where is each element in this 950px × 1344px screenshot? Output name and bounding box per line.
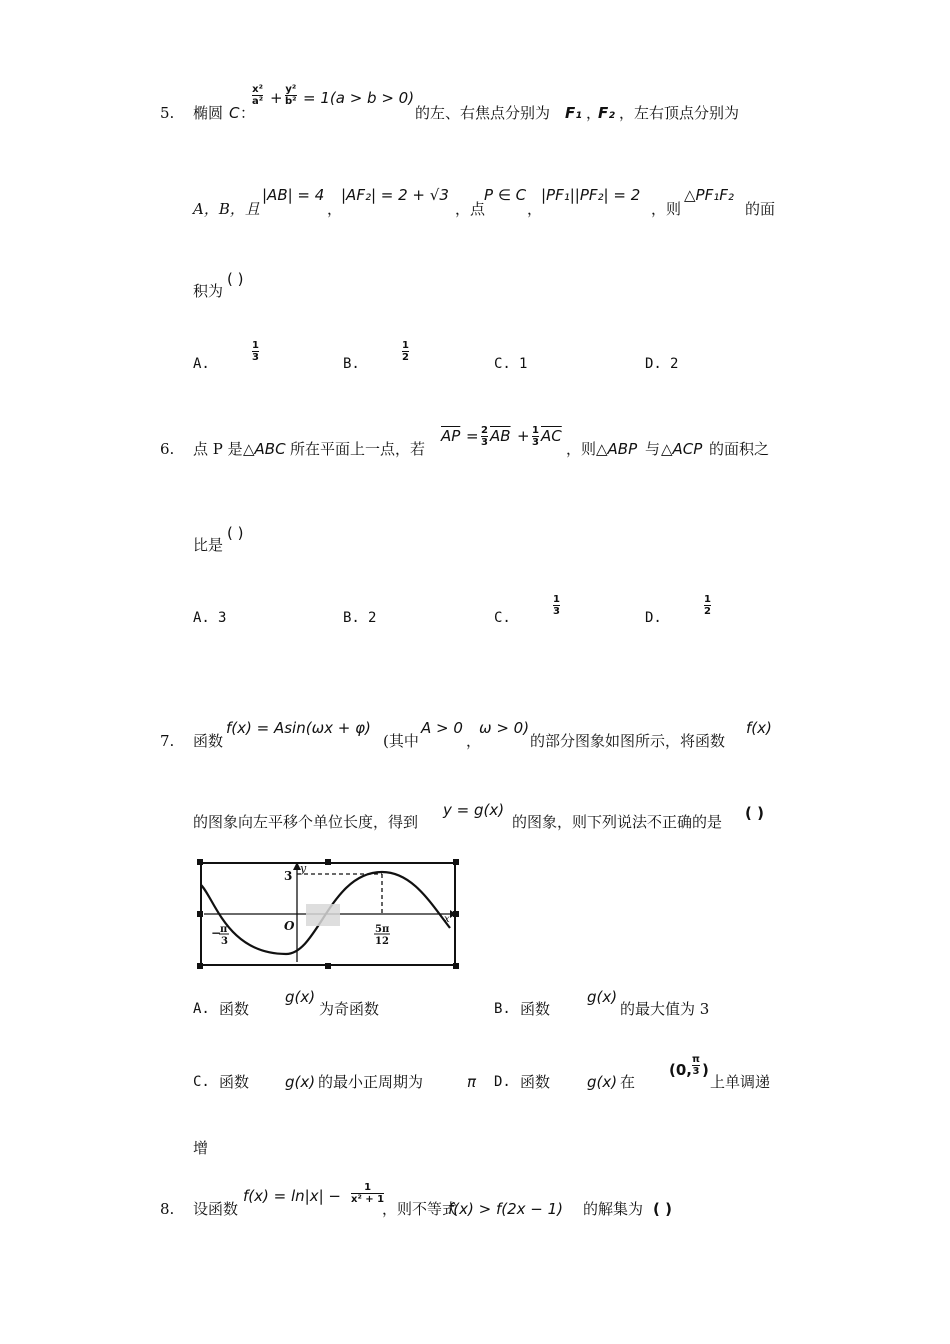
- math-text: f(x): [746, 719, 772, 737]
- math-text: |PF₁||PF₂| = 2: [541, 186, 641, 204]
- answer-paren: ( ): [653, 1200, 672, 1218]
- math-text: △ACP: [661, 440, 703, 458]
- option-d-letter: D.: [645, 356, 662, 372]
- question-text: 的部分图象如图所示，将函数: [530, 732, 726, 750]
- question-number: 8.: [160, 1200, 175, 1218]
- math-text: △ABC: [243, 440, 286, 458]
- math-text: △ABP: [596, 440, 638, 458]
- math-text: A > 0: [421, 719, 463, 737]
- math-text: F₁: [565, 104, 582, 122]
- option-c-frac: [553, 594, 560, 617]
- question-text: ，则: [651, 200, 682, 218]
- frac-numerator: π: [692, 1054, 700, 1065]
- question-text: ，则不等式: [382, 1200, 458, 1218]
- math-text: ω > 0): [479, 719, 530, 737]
- blurred-mark: [306, 904, 340, 926]
- x-axis-label: x: [444, 914, 450, 925]
- option-b-frac: [402, 340, 409, 363]
- option-c-math: g(x): [285, 1073, 316, 1091]
- frac-denominator: 3: [532, 437, 539, 448]
- question-text: ，: [327, 200, 343, 218]
- option-d-wrap: 增: [193, 1139, 209, 1157]
- option-d-value: 2: [670, 356, 679, 372]
- math-text: f(x) > f(2x − 1): [448, 1200, 564, 1218]
- frac-numerator: 1: [704, 594, 711, 605]
- left-tick-den: 3: [221, 936, 228, 947]
- option-c-letter: C.: [494, 356, 511, 372]
- option-d-text: 在: [620, 1073, 636, 1091]
- math-text: y = g(x): [443, 801, 505, 819]
- math-text: +: [270, 89, 283, 107]
- question-text: (其中: [383, 732, 419, 750]
- question-text: 的图象向左平移个单位长度，得到: [193, 813, 419, 831]
- option-d-letter: D.: [645, 610, 662, 626]
- frac-denominator: 3: [692, 1066, 700, 1077]
- question-text: ，则: [566, 440, 597, 458]
- left-tick-sign: −: [211, 926, 222, 940]
- question-text: 函数: [193, 732, 224, 750]
- option-c-word: 函数: [219, 1073, 250, 1091]
- option-b-text: 的最大值为 3: [620, 1000, 710, 1018]
- question-text: 椭圆: [193, 104, 224, 122]
- option-a-value: 3: [218, 610, 227, 626]
- question-text: 的左、右焦点分别为: [415, 104, 551, 122]
- math-text: +: [517, 427, 530, 445]
- ellipse-frac-x: [252, 84, 263, 107]
- question-text: 的图象，则下列说法不正确的是: [512, 813, 723, 831]
- math-text: F₂: [598, 104, 615, 122]
- option-d-text2: 上单调递: [710, 1073, 771, 1091]
- y-axis-label: y: [300, 862, 307, 875]
- vector-ap: $\overline{AP}$: [441, 427, 461, 445]
- frac-numerator: 1: [402, 340, 409, 351]
- frac-denominator: 3: [553, 606, 560, 617]
- question-text: A，B，且: [193, 200, 260, 218]
- option-c-value: 1: [519, 356, 528, 372]
- frac-denominator: 2: [402, 352, 409, 363]
- origin-label: O: [284, 919, 295, 933]
- max-label: 3: [284, 869, 293, 883]
- math-text: =: [466, 427, 479, 445]
- option-b-letter: B.: [343, 356, 360, 372]
- sine-graph: [200, 862, 456, 966]
- vector-ac: $\overline{AC}$: [541, 427, 562, 445]
- question-number: 7.: [160, 732, 175, 750]
- frac-denominator: a²: [252, 96, 264, 107]
- question-text: ，: [586, 104, 602, 122]
- option-b-math: g(x): [587, 988, 618, 1006]
- math-text: P ∈ C: [484, 186, 527, 204]
- frac-denominator: x² + 1: [351, 1194, 385, 1205]
- frac-numerator: 1: [532, 425, 539, 436]
- frac-numerator: 1: [364, 1182, 372, 1193]
- math-text: = 1(a > b > 0): [303, 89, 415, 107]
- math-text: |AB| = 4: [262, 186, 325, 204]
- interval-frac: [692, 1054, 700, 1077]
- question-text: 的解集为: [583, 1200, 644, 1218]
- option-c-pi: π: [467, 1073, 477, 1091]
- question-text: ：: [240, 104, 256, 122]
- option-a-letter: A.: [193, 356, 210, 372]
- question-text: 的面积之: [709, 440, 770, 458]
- fn-frac: [351, 1182, 384, 1205]
- left-tick-num: π: [220, 924, 228, 935]
- option-b-letter: B.: [494, 1001, 511, 1017]
- question-text: 比是: [193, 536, 224, 554]
- option-c-letter: C.: [193, 1074, 210, 1090]
- right-tick-num: 5π: [375, 924, 390, 935]
- question-text: ，左右顶点分别为: [619, 104, 740, 122]
- option-d-letter: D.: [494, 1074, 511, 1090]
- answer-paren: ( ): [745, 804, 764, 822]
- coef-frac: [481, 425, 488, 448]
- option-c-letter: C.: [494, 610, 511, 626]
- option-a-frac: [252, 340, 259, 363]
- frac-numerator: x²: [252, 84, 263, 95]
- answer-paren: ( ): [227, 524, 244, 542]
- question-text: ，: [527, 200, 543, 218]
- question-number: 6.: [160, 440, 175, 458]
- frac-denominator: 3: [481, 437, 488, 448]
- question-text: 所在平面上一点，若: [290, 440, 426, 458]
- option-a-text: 为奇函数: [319, 1000, 380, 1018]
- frac-numerator: 2: [481, 425, 488, 436]
- option-a-word: 函数: [219, 1000, 250, 1018]
- question-text: 点 P 是: [193, 440, 243, 458]
- frac-numerator: 1: [553, 594, 560, 605]
- option-d-frac: [704, 594, 711, 617]
- option-d-word: 函数: [520, 1073, 551, 1091]
- math-text: △PF₁F₂: [684, 186, 734, 204]
- option-a-math: g(x): [285, 988, 316, 1006]
- frac-numerator: y²: [285, 84, 297, 95]
- x-axis-arrow: [450, 910, 456, 918]
- frac-denominator: 2: [704, 606, 711, 617]
- option-b-letter: B.: [343, 610, 360, 626]
- question-text: ，: [466, 732, 482, 750]
- option-a-letter: A.: [193, 610, 210, 626]
- question-text: 积为: [193, 282, 224, 300]
- option-a-letter: A.: [193, 1001, 210, 1017]
- answer-paren: ( ): [227, 270, 244, 288]
- option-d-math: g(x): [587, 1073, 618, 1091]
- frac-denominator: 3: [252, 352, 259, 363]
- question-text: ，点: [455, 200, 486, 218]
- question-number: 5.: [160, 104, 175, 122]
- frac-numerator: 1: [252, 340, 259, 351]
- question-text: 的面: [745, 200, 776, 218]
- question-text: 与: [645, 440, 661, 458]
- interval-close: ): [702, 1061, 709, 1079]
- question-text: 设函数: [193, 1200, 239, 1218]
- math-text: f(x) = Asin(ωx + φ): [226, 719, 371, 737]
- math-text: |AF₂| = 2 + √3: [341, 186, 449, 204]
- option-c-text: 的最小正周期为: [318, 1073, 424, 1091]
- option-b-value: 2: [368, 610, 377, 626]
- vector-ab: $\overline{AB}$: [490, 427, 511, 445]
- option-b-word: 函数: [520, 1000, 551, 1018]
- ellipse-frac-y: [285, 84, 297, 107]
- right-tick-den: 12: [375, 936, 389, 947]
- frac-denominator: b²: [285, 96, 297, 107]
- math-text: C: [229, 104, 240, 122]
- math-text: f(x) = ln|x| −: [243, 1187, 341, 1205]
- coef-frac: [532, 425, 539, 448]
- interval-open: (0,: [669, 1061, 692, 1079]
